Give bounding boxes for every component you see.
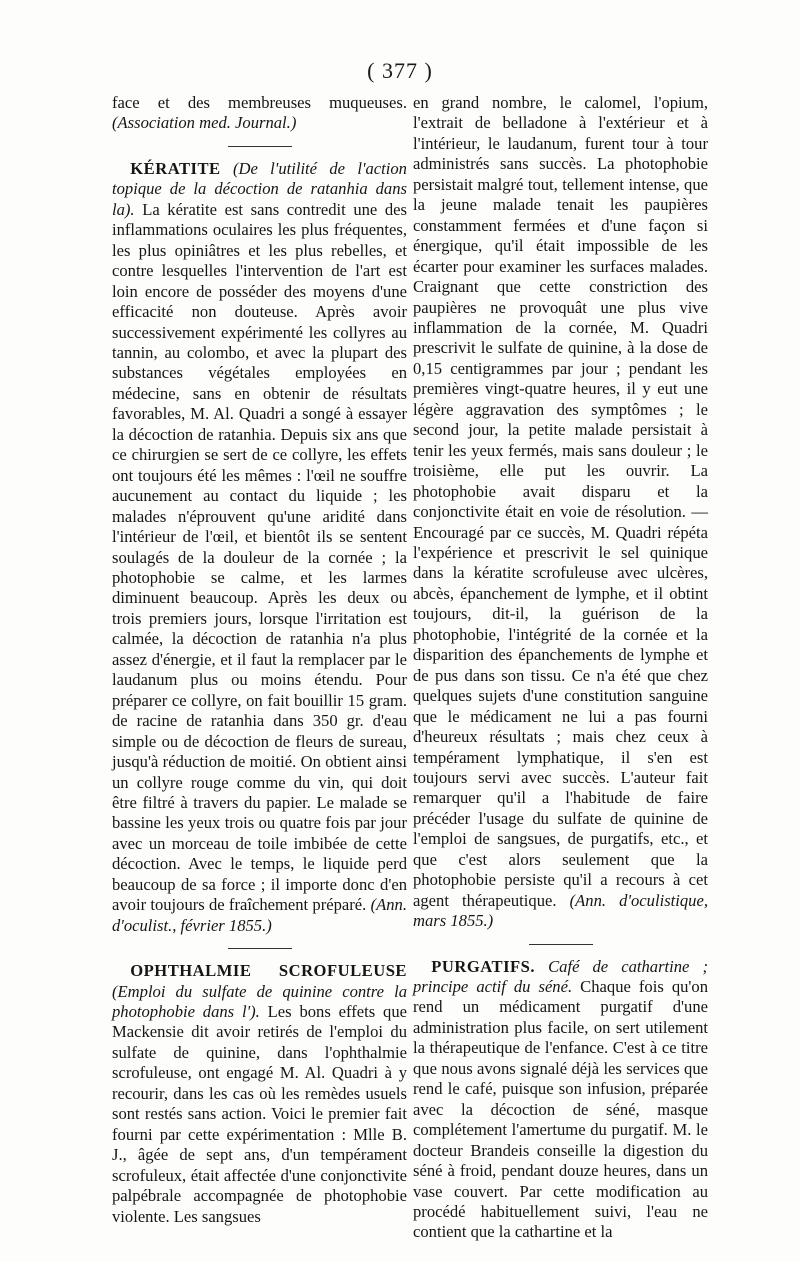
intro-text: face et des membreuses muqueuses. [112,93,407,112]
keratite-source: (Ann. d'oculist., février 1855.) [112,895,407,935]
right-column [413,93,708,1243]
purgatifs-subtitle: Café de cathartine ; principe actif du séné. [413,956,708,997]
ophthalmie-article [112,961,407,1227]
ophthalmie-subtitle: (Emploi du sulfate de quinine contre la photophobie dans l'). [112,981,407,1022]
purgatifs-article [413,957,708,1243]
keratite-article [112,159,407,936]
section-divider [529,944,593,945]
left-column [112,93,407,1227]
purgatifs-body: Chaque fois qu'on rend un médicament purgatif d'une administration plus facile, on sert utilement la thérapeutique de l'enfance. C'est à ce titre que nous avons signalé déjà les services que rend le café, puisque son infusion, préparée avec la décoction de séné, masque complétement l'amertume du purgatif. M. le docteur Brandeis conseille la digestion du séné à froid, pendant douze heures, dans un vase couvert. Par cette modification au procédé habituellement suivi, l'eau ne contient que la cathartine et la [413,977,708,1242]
section-divider [228,948,292,949]
ophthalmie-continuation [413,93,708,932]
page-number: ( 377 ) [367,58,433,83]
continuation-body: en grand nombre, le calomel, l'opium, l'extrait de belladone à l'extérieur et à l'intérieur, le laudanum, furent tour à tour administrés sans succès. La photophobie persistait malgré tout, tellement intense, que la jeune malade tenait les paupières constamment fermées et d'une façon si énergique, qu'il était impossible de les écarter pour examiner les surfaces malades. Craignant que cette constriction des paupières ne provoquât une plus vive inflammation de la cornée, M. Quadri prescrivit le sulfate de quinine, à la dose de 0,15 centigrammes par jour ; pendant les premières vingt-quatre heures, il y eut une légère aggravation des symptômes ; le second jour, la petite malade persistait à tenir les yeux fermés, mais sans douleur ; le troisième, elle put les ouvrir. La photophobie avait disparu et la conjonctivite était en voie de résolution. — Encouragé par ce succès, M. Quadri répéta l'expérience et prescrivit le sel quinique dans la kératite scrofuleuse avec ulcères, abcès, épanchement de lymphe, et il obtint toujours, dit-il, la guérison de la photophobie, l'intégrité de la cornée et la disparition des épanchements de lymphe et de pus dans son tissu. Ce n'a été que chez quelques sujets d'une constitution sanguine que le médicament ne lui a pas fourni d'heureux résultats ; mais chez ceux à tempérament lymphatique, il s'en est toujours servi avec succès. L'auteur fait remarquer qu'il a l'habitude de faire précéder l'usage du sulfate de quinine de l'emploi de sangsues, de purgatifs, etc., et que c'est alors seulement que la photophobie persiste qu'il a recours à cet agent thérapeutique. [413,93,708,910]
keratite-heading: KÉRATITE [130,158,221,178]
intro-paragraph [112,93,407,134]
ophthalmie-heading: OPHTHALMIE SCROFULEUSE [130,961,407,981]
section-divider [228,146,292,147]
intro-source: (Association med. Journal.) [112,113,297,133]
ophthalmie-body: Les bons effets que Mackensie dit avoir retirés de l'emploi du sulfate de quinine, dans l'ophthalmie scrofuleuse, ont engagé M. Al. Quadri à y recourir, dans les cas où les remèdes usuels sont restés sans action. Voici le premier fait fourni par cette expérimentation : Mlle B. J., âgée de sept ans, d'un tempérament scrofuleux, était affectée d'une conjonctivite palpébrale accompagnée de photophobie violente. Les sangsues [112,1002,407,1226]
keratite-subtitle: (De l'utilité de l'action topique de la décoction de ratanhia dans la). [112,158,407,219]
purgatifs-heading: PURGATIFS. [431,956,536,976]
continuation-source: (Ann. d'oculistique, mars 1855.) [413,890,708,931]
keratite-body: La kératite est sans contredit une des inflammations oculaires les plus fréquentes, les plus opiniâtres et les plus rebelles, et contre lesquelles l'intervention de l'art est loin encore de posséder des moyens d'une efficacité non douteuse. Après avoir successivement expérimenté les collyres au tannin, au colombo, et avec la plupart des substances végétales employées en médecine, sans en obtenir de résultats favorables, M. Al. Quadri a songé à essayer la décoction de ratanhia. Depuis six ans que ce chirurgien se sert de ce collyre, les effets ont toujours été les mêmes : l'œil ne souffre aucunement au contact du liquide ; les malades n'éprouvent qu'une aridité dans l'intérieur de l'œil, et bientôt ils se sentent soulagés de la douleur de la cornée ; la photophobie se calme, et les larmes diminuent beaucoup. Après les deux ou trois premiers jours, lorsque l'irritation est calmée, la décoction de ratanhia n'a plus assez d'énergie, et il faut la remplacer par le laudanum plus ou moins étendu. Pour préparer ce collyre, on fait bouillir 15 gram. de racine de ratanhia dans 350 gr. d'eau simple ou de décoction de fleurs de sureau, jusqu'à réduction de moitié. On obtient ainsi un collyre rouge comme du vin, qui doit être filtré à travers du papier. Le malade se bassine les yeux trois ou quatre fois par jour avec un morceau de toile imbibée de cette décoction. Avec le temps, le liquide perd beaucoup de sa force ; il importe donc d'en avoir toujours de fraîchement préparé. [112,199,407,915]
